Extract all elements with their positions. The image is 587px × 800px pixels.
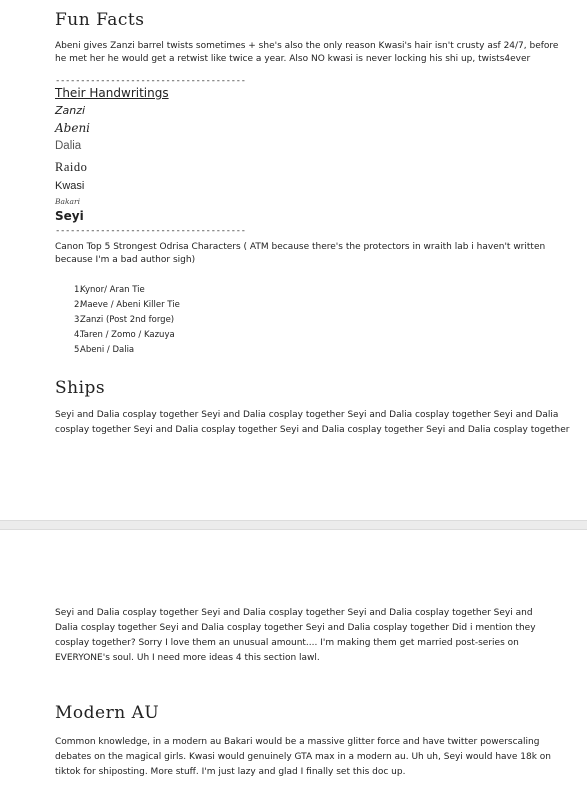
list-text: Taren / Zomo / Kazuya [80,330,175,340]
top5-list [55,283,180,358]
handwriting-dalia: Dalia [55,140,82,152]
handwritings-title: Their Handwritings [55,86,169,100]
list-text: Kynor/ Aran Tie [80,285,145,295]
list-item: 5. Abeni / Dalia [74,345,135,355]
fun-facts-heading: Fun Facts [55,10,145,30]
ships-paragraph-1: Seyi and Dalia cosplay together Seyi and Dalia cosplay together Seyi and Dalia cosplay together Seyi and Dalia cosplay together Seyi and Dalia cosplay together Seyi and Dalia cosplay together Seyi and Dalia cosplay together [55,410,570,435]
document-page-2 [0,530,587,800]
list-item: 4. Taren / Zomo / Kazuya [74,330,175,340]
list-item: 1. Kynor/ Aran Tie [74,285,145,295]
ships-heading: Ships [55,378,106,398]
divider-1: -------------------------------------- [55,76,246,86]
page-break [0,520,587,530]
handwriting-kwasi: Kwasi [55,180,85,192]
list-item: 3. Zanzi (Post 2nd forge) [74,315,175,325]
handwriting-bakari: Bakari [55,197,80,206]
top5-intro: Canon Top 5 Strongest Odrisa Characters ( ATM because there's the protectors in wraith lab i haven't written because I'm a bad author sigh) [55,242,546,265]
divider-2: -------------------------------------- [55,226,246,236]
list-item: 2. Maeve / Abeni Killer Tie [74,300,180,310]
list-text: Abeni / Dalia [80,345,135,355]
handwriting-zanzi: Zanzi [55,104,86,117]
fun-facts-paragraph: Abeni gives Zanzi barrel twists sometimes + she's also the only reason Kwasi's hair isn't crusty asf 24/7, before he met her he would get a retwist like twice a year. Also NO kwasi is never locking his shi up, twists4ever [55,41,559,64]
handwriting-abeni: Abeni [55,121,91,135]
modern-au-heading: Modern AU [55,703,160,723]
list-text: Zanzi (Post 2nd forge) [80,315,175,325]
handwriting-seyi: Seyi [55,209,84,223]
ships-paragraph-2: Seyi and Dalia cosplay together Seyi and Dalia cosplay together Seyi and Dalia cosplay together Seyi and Dalia cosplay together Seyi and Dalia cosplay together Seyi and Dalia cosplay together Did i mention they cosplay together? Sorry I love them an unusual amount.... I'm making them get married post-series on EVERYONE's soul. Uh I need more ideas 4 this section lawl. [55,608,536,663]
handwriting-raido: Raido [55,160,88,174]
list-text: Maeve / Abeni Killer Tie [80,300,180,310]
modern-au-paragraph: Common knowledge, in a modern au Bakari would be a massive glitter force and have twitter powerscaling debates on the magical girls. Kwasi would genuinely GTA max in a modern au. Uh uh, Seyi would have 18k on tiktok for shiposting. More stuff. I'm just lazy and glad I finally set this doc up. [55,737,551,777]
